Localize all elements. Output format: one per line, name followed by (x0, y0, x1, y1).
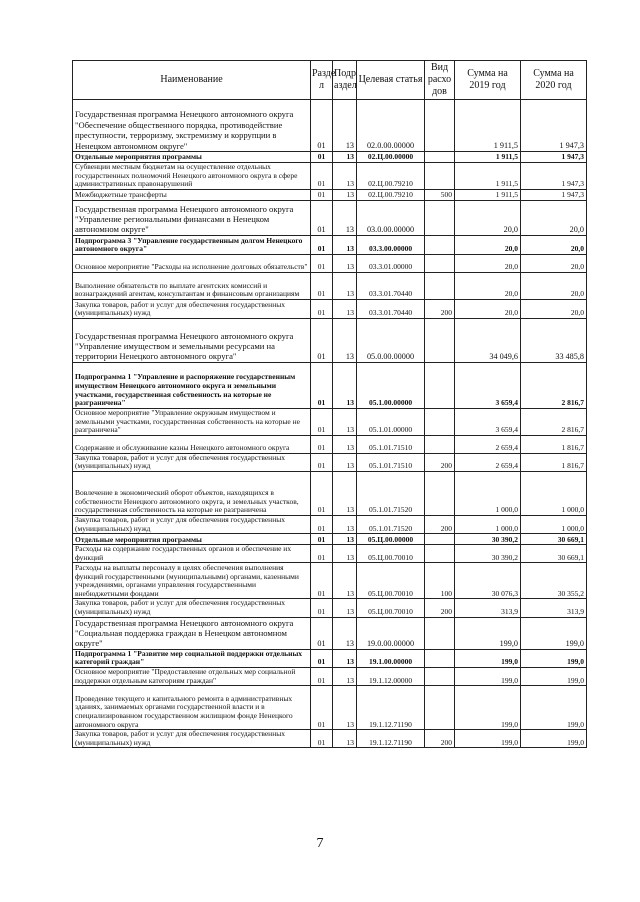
table-row (73, 254, 587, 272)
row-section: 01 (311, 299, 333, 318)
row-sum-2019: 20,0 (455, 235, 521, 254)
row-sum-2019: 1 911,5 (455, 152, 521, 163)
row-expense-type (425, 272, 455, 299)
row-subsection: 13 (333, 563, 357, 599)
header-section: Разде л (311, 61, 333, 100)
row-target-article: 02.Ц.00.00000 (357, 152, 425, 163)
table-row (73, 235, 587, 254)
table-row (73, 649, 587, 667)
row-subsection: 13 (333, 254, 357, 272)
row-sum-2020: 33 485,8 (521, 318, 587, 362)
row-name: Основное мероприятие "Предоставление отдельных мер социальной поддержки отдельным категориям граждан" (73, 667, 311, 685)
row-expense-type (425, 667, 455, 685)
row-sum-2020: 1 816,7 (521, 435, 587, 453)
row-subsection: 13 (333, 453, 357, 471)
row-subsection: 13 (333, 272, 357, 299)
row-sum-2019: 20,0 (455, 200, 521, 235)
row-section: 01 (311, 254, 333, 272)
table-row (73, 318, 587, 362)
row-name: Межбюджетные трансферты (73, 189, 311, 200)
row-expense-type: 200 (425, 599, 455, 617)
row-expense-type: 200 (425, 453, 455, 471)
row-name: Субвенции местным бюджетам на осуществление отдельных государственных полномочий Ненецкого автономного округа в сфере административных правонарушений (73, 163, 311, 190)
table-row (73, 515, 587, 533)
row-sum-2020: 30 669,1 (521, 545, 587, 563)
row-sum-2020: 1 947,3 (521, 189, 587, 200)
row-section: 01 (311, 599, 333, 617)
row-section: 01 (311, 563, 333, 599)
row-section: 01 (311, 667, 333, 685)
row-expense-type (425, 100, 455, 152)
row-subsection: 13 (333, 599, 357, 617)
row-target-article: 03.3.00.00000 (357, 235, 425, 254)
row-expense-type (425, 318, 455, 362)
row-target-article: 05.Ц.00.70010 (357, 599, 425, 617)
table-row (73, 667, 587, 685)
table-row (73, 189, 587, 200)
row-target-article: 05.0.00.00000 (357, 318, 425, 362)
row-subsection: 13 (333, 408, 357, 435)
row-target-article: 19.1.00.00000 (357, 649, 425, 667)
header-sum-2019: Сумма на 2019 год (455, 61, 521, 100)
row-target-article: 03.3.01.70440 (357, 299, 425, 318)
header-subsection: Подр аздел (333, 61, 357, 100)
row-expense-type (425, 617, 455, 649)
row-subsection: 13 (333, 299, 357, 318)
row-name: Проведение текущего и капитального ремонта в административных зданиях, занимаемых органами государственной власти и в специализированном государственном жилищном фонде Ненецкого автономного округа (73, 686, 311, 730)
row-sum-2020: 2 816,7 (521, 362, 587, 408)
row-name: Закупка товаров, работ и услуг для обеспечения государственных (муниципальных) нужд (73, 515, 311, 533)
row-section: 01 (311, 200, 333, 235)
row-expense-type (425, 686, 455, 730)
row-expense-type: 100 (425, 563, 455, 599)
row-sum-2020: 313,9 (521, 599, 587, 617)
row-sum-2020: 1 000,0 (521, 471, 587, 515)
row-expense-type (425, 235, 455, 254)
header-target-article: Целевая статья (357, 61, 425, 100)
table-row (73, 299, 587, 318)
row-name: Подпрограмма 1 "Управление и распоряжение государственным имуществом Ненецкого автономного округа и земельными участками, государственная собственность на которые не разграничена" (73, 362, 311, 408)
row-sum-2020: 199,0 (521, 617, 587, 649)
row-section: 01 (311, 545, 333, 563)
row-target-article: 03.3.01.70440 (357, 272, 425, 299)
row-sum-2019: 20,0 (455, 299, 521, 318)
row-target-article: 05.1.01.71520 (357, 515, 425, 533)
row-expense-type: 500 (425, 189, 455, 200)
row-section: 01 (311, 686, 333, 730)
row-target-article: 05.1.01.71510 (357, 453, 425, 471)
header-name: Наименование (73, 61, 311, 100)
row-section: 01 (311, 471, 333, 515)
row-name: Подпрограмма 1 "Развитие мер социальной поддержки отдельных категорий граждан" (73, 649, 311, 667)
row-expense-type (425, 152, 455, 163)
table-row (73, 730, 587, 748)
row-sum-2020: 30 669,1 (521, 534, 587, 545)
row-subsection: 13 (333, 515, 357, 533)
row-target-article: 03.3.01.00000 (357, 254, 425, 272)
table-row (73, 362, 587, 408)
row-expense-type (425, 254, 455, 272)
row-subsection: 13 (333, 189, 357, 200)
row-name: Государственная программа Ненецкого автономного округа "Управление имуществом и земельными ресурсами на территории Ненецкого автономного округа" (73, 318, 311, 362)
row-sum-2020: 20,0 (521, 235, 587, 254)
row-sum-2019: 30 390,2 (455, 534, 521, 545)
row-target-article: 19.1.12.71190 (357, 730, 425, 748)
row-sum-2020: 199,0 (521, 730, 587, 748)
row-expense-type: 200 (425, 515, 455, 533)
row-section: 01 (311, 408, 333, 435)
row-expense-type: 200 (425, 730, 455, 748)
row-target-article: 03.0.00.00000 (357, 200, 425, 235)
table-row (73, 152, 587, 163)
row-subsection: 13 (333, 545, 357, 563)
row-sum-2019: 313,9 (455, 599, 521, 617)
table-row (73, 617, 587, 649)
table-row (73, 686, 587, 730)
row-sum-2019: 1 911,5 (455, 100, 521, 152)
row-target-article: 05.1.01.71510 (357, 435, 425, 453)
row-name: Закупка товаров, работ и услуг для обеспечения государственных (муниципальных) нужд (73, 599, 311, 617)
table-row (73, 100, 587, 152)
row-sum-2019: 20,0 (455, 254, 521, 272)
row-sum-2020: 199,0 (521, 649, 587, 667)
table-row (73, 563, 587, 599)
row-name: Выполнение обязательств по выплате агентских комиссий и вознаграждений агентам, консультантам и финансовым организациям (73, 272, 311, 299)
row-sum-2020: 1 947,3 (521, 100, 587, 152)
row-subsection: 13 (333, 163, 357, 190)
row-target-article: 19.1.12.71190 (357, 686, 425, 730)
row-sum-2019: 199,0 (455, 617, 521, 649)
row-sum-2020: 30 355,2 (521, 563, 587, 599)
table-row (73, 534, 587, 545)
row-target-article: 02.Ц.00.79210 (357, 163, 425, 190)
row-target-article: 02.Ц.00.79210 (357, 189, 425, 200)
table-row (73, 272, 587, 299)
table-row (73, 453, 587, 471)
row-subsection: 13 (333, 471, 357, 515)
row-target-article: 05.1.01.00000 (357, 408, 425, 435)
header-expense-type: Вид расхо дов (425, 61, 455, 100)
table-row (73, 163, 587, 190)
row-subsection: 13 (333, 617, 357, 649)
row-subsection: 13 (333, 235, 357, 254)
row-sum-2020: 1 947,3 (521, 163, 587, 190)
row-section: 01 (311, 318, 333, 362)
row-sum-2020: 20,0 (521, 254, 587, 272)
row-name: Закупка товаров, работ и услуг для обеспечения государственных (муниципальных) нужд (73, 299, 311, 318)
row-sum-2020: 20,0 (521, 299, 587, 318)
row-expense-type (425, 163, 455, 190)
row-subsection: 13 (333, 730, 357, 748)
row-section: 01 (311, 649, 333, 667)
table-row (73, 435, 587, 453)
row-subsection: 13 (333, 152, 357, 163)
row-expense-type (425, 200, 455, 235)
table-row (73, 599, 587, 617)
row-sum-2019: 34 049,6 (455, 318, 521, 362)
row-subsection: 13 (333, 649, 357, 667)
row-section: 01 (311, 453, 333, 471)
row-sum-2020: 1 816,7 (521, 453, 587, 471)
row-section: 01 (311, 362, 333, 408)
row-sum-2020: 199,0 (521, 667, 587, 685)
table-row (73, 200, 587, 235)
row-name: Основное мероприятие "Управление окружным имуществом и земельными участками, государственная собственность на которые не разграничена" (73, 408, 311, 435)
row-section: 01 (311, 730, 333, 748)
row-sum-2019: 199,0 (455, 686, 521, 730)
row-name: Закупка товаров, работ и услуг для обеспечения государственных (муниципальных) нужд (73, 730, 311, 748)
row-section: 01 (311, 435, 333, 453)
row-section: 01 (311, 515, 333, 533)
row-expense-type (425, 545, 455, 563)
row-sum-2020: 20,0 (521, 200, 587, 235)
row-sum-2019: 1 000,0 (455, 471, 521, 515)
table-row (73, 408, 587, 435)
row-target-article: 19.1.12.00000 (357, 667, 425, 685)
row-target-article: 02.0.00.00000 (357, 100, 425, 152)
row-sum-2019: 2 659,4 (455, 453, 521, 471)
row-sum-2020: 20,0 (521, 272, 587, 299)
row-name: Подпрограмма 3 "Управление государственным долгом Ненецкого автономного округа" (73, 235, 311, 254)
row-sum-2019: 30 390,2 (455, 545, 521, 563)
row-sum-2020: 1 000,0 (521, 515, 587, 533)
row-section: 01 (311, 163, 333, 190)
row-name: Расходы на содержание государственных органов и обеспечение их функций (73, 545, 311, 563)
row-subsection: 13 (333, 534, 357, 545)
row-expense-type (425, 471, 455, 515)
row-sum-2019: 1 911,5 (455, 189, 521, 200)
row-section: 01 (311, 100, 333, 152)
row-section: 01 (311, 534, 333, 545)
row-subsection: 13 (333, 667, 357, 685)
row-expense-type: 200 (425, 299, 455, 318)
row-section: 01 (311, 272, 333, 299)
row-target-article: 05.Ц.00.70010 (357, 563, 425, 599)
row-target-article: 05.Ц.00.70010 (357, 545, 425, 563)
header-sum-2020: Сумма на 2020 год (521, 61, 587, 100)
row-expense-type (425, 534, 455, 545)
row-name: Отдельные мероприятия программы (73, 534, 311, 545)
row-name: Расходы на выплаты персоналу в целях обеспечения выполнения функций государственными (муниципальными) органами, казенными учреждениями, органами управления государственными внебюджетными фондами (73, 563, 311, 599)
row-name: Отдельные мероприятия программы (73, 152, 311, 163)
row-sum-2019: 1 911,5 (455, 163, 521, 190)
row-sum-2019: 199,0 (455, 730, 521, 748)
row-subsection: 13 (333, 100, 357, 152)
row-name: Закупка товаров, работ и услуг для обеспечения государственных (муниципальных) нужд (73, 453, 311, 471)
row-section: 01 (311, 152, 333, 163)
row-expense-type (425, 408, 455, 435)
row-sum-2019: 199,0 (455, 649, 521, 667)
row-section: 01 (311, 189, 333, 200)
row-subsection: 13 (333, 200, 357, 235)
table-header-row (73, 61, 587, 100)
row-sum-2019: 199,0 (455, 667, 521, 685)
row-sum-2020: 199,0 (521, 686, 587, 730)
row-name: Государственная программа Ненецкого автономного округа "Социальная поддержка граждан в Ненецком автономном округе" (73, 617, 311, 649)
row-expense-type (425, 362, 455, 408)
row-name: Вовлечение в экономический оборот объектов, находящихся в собственности Ненецкого автономного округа, и земельных участков, государственная собственность на которые не разграничена (73, 471, 311, 515)
row-name: Содержание и обслуживание казны Ненецкого автономного округа (73, 435, 311, 453)
row-name: Основное мероприятие "Расходы на исполнение долговых обязательств" (73, 254, 311, 272)
row-expense-type (425, 649, 455, 667)
row-expense-type (425, 435, 455, 453)
row-section: 01 (311, 617, 333, 649)
row-sum-2019: 30 076,3 (455, 563, 521, 599)
row-name: Государственная программа Ненецкого автономного округа "Управление региональными финансами в Ненецком автономном округе" (73, 200, 311, 235)
row-target-article: 05.1.01.71520 (357, 471, 425, 515)
table-row (73, 545, 587, 563)
row-target-article: 19.0.00.00000 (357, 617, 425, 649)
row-sum-2019: 1 000,0 (455, 515, 521, 533)
row-subsection: 13 (333, 318, 357, 362)
row-target-article: 05.Ц.00.00000 (357, 534, 425, 545)
table-row (73, 471, 587, 515)
row-subsection: 13 (333, 686, 357, 730)
row-sum-2020: 2 816,7 (521, 408, 587, 435)
row-sum-2019: 20,0 (455, 272, 521, 299)
budget-table (72, 60, 587, 748)
row-target-article: 05.1.00.00000 (357, 362, 425, 408)
page-number: 7 (316, 836, 324, 851)
row-sum-2020: 1 947,3 (521, 152, 587, 163)
row-name: Государственная программа Ненецкого автономного округа "Обеспечение общественного порядка, противодействие преступности, терроризму, экстремизму и коррупции в Ненецком автономном округе" (73, 100, 311, 152)
row-subsection: 13 (333, 362, 357, 408)
row-sum-2019: 3 659,4 (455, 362, 521, 408)
row-sum-2019: 2 659,4 (455, 435, 521, 453)
row-sum-2019: 3 659,4 (455, 408, 521, 435)
row-section: 01 (311, 235, 333, 254)
row-subsection: 13 (333, 435, 357, 453)
